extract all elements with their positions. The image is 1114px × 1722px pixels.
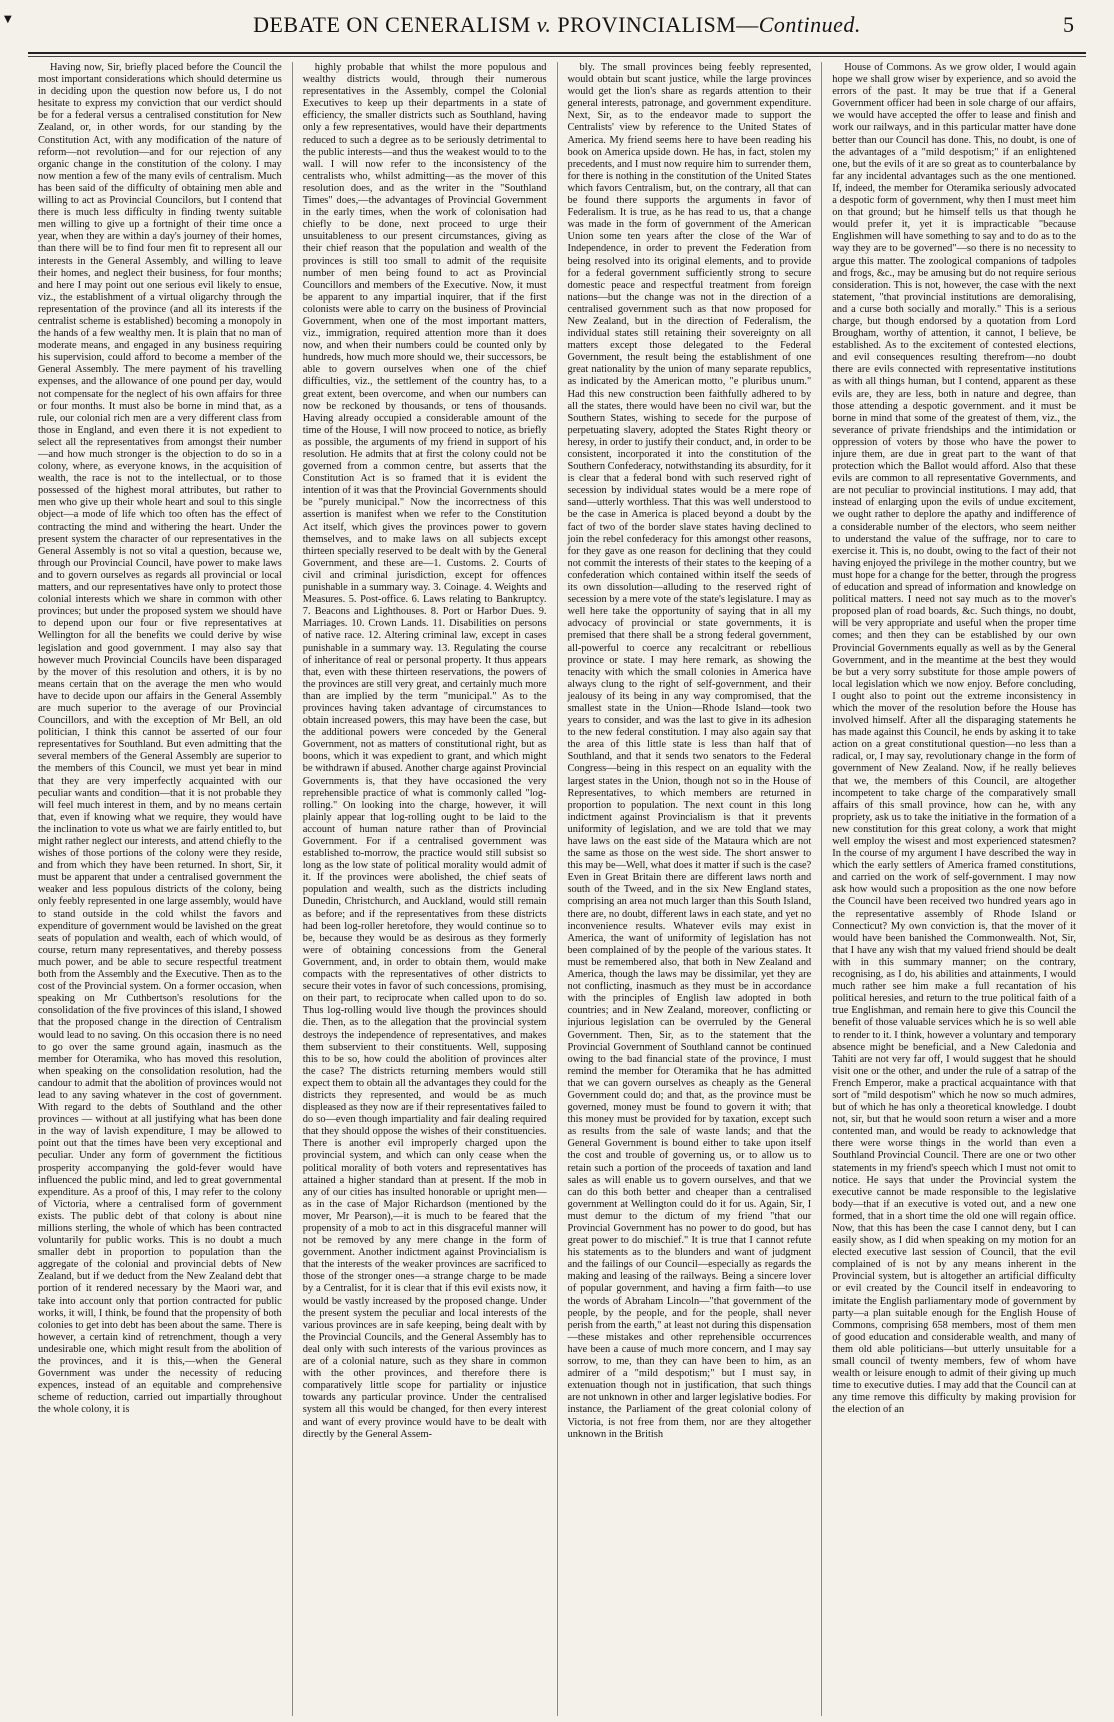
header-rule [28,52,1086,54]
page-number: 5 [1063,12,1074,37]
title-prefix: DEBATE ON CENERALISM [253,12,531,37]
column-3 [558,62,823,1716]
column-text: highly probable that whilst the more populous and wealthy districts would, through their numerous representatives in the Assembly, compel the Colonial Executives to keep up their departments in a state of efficiency, the smaller districts such as Southland, having only a few representatives, would have their departments reduced to such a degree as to be seriously detrimental to the public interests—and thus the weakest would to to the wall. I will now refer to the inconsistency of the centralists who, whilst admitting—as the mover of this resolution does, and as the writer in the "Southland Times" does,—the advantages of Provincial Government in the early times, when the work of colonisation had chiefly to be done, next proceed to urge their unsuitableness to our present circumstances, giving as their chief reason that the population and wealth of the provinces is still too small to admit of the requisite number of men being found to act as Provincial Councillors and members of the Executive. Now, it must be apparent to any impartial inquirer, that if the first colonists were able to carry on the business of Provincial Government, when one of the most important matters, viz., immigration, required attention more than it does now, and when their numbers could be counted only by hundreds, how much more should we, their successors, be able to govern ourselves when one of the chief difficulties, viz., the settlement of the country has, to a great extent, been overcome, and when our numbers can now be reckoned by thousands, or tens of thousands. Having already occupied a considerable amount of the time of the House, I will now proceed to notice, as briefly as possible, the arguments of my friend in support of his resolution. He admits that at first the colony could not be governed from a common centre, but asserts that the Constitution Act is so framed that it is evident the intention of it was that the Provincial Governments should be "purely municipal." Now the incorrectness of this assertion is manifest when we refer to the Constitution Act itself, which gives the provinces power to govern themselves, and to make laws on all subjects except thirteen specially reserved to be dealt with by the General Government, and these are—1. Customs. 2. Courts of civil and criminal jurisdiction, except for offences punishable in a summary way. 3. Coinage. 4. Weights and Measures. 5. Post-office. 6. Laws relating to Bankruptcy. 7. Beacons and Lighthouses. 8. Port or Harbor Dues. 9. Marriages. 10. Crown Lands. 11. Disabilities on persons of native race. 12. Altering criminal law, except in cases punishable in a summary way. 13. Regulating the course of inheritance of real or personal property. It thus appears that, even with these thirteen reservations, the powers of the provinces are still very great, and certainly much more than are implied by the term "municipal." As to the provinces having taken advantage of circumstances to obtain increased powers, this may have been the case, but the additional powers were conceded by the General Government, not as matters of constitutional right, but as boons, which it was expedient to grant, and which might be withdrawn if abused. Another charge against Provincial Governments is, that they have occasioned the very reprehensible practice of what is commonly called "log-rolling." On looking into the charge, however, it will plainly appear that log-rolling ought to be laid to the account of human nature rather than of Provincial Government. For if a centralised government was established to-morrow, the practice would still subsist so long as the low state of political morality would admit of it. If the provinces were abolished, the chief seats of population and wealth, such as the districts including Dunedin, Christchurch, and Auckland, would still remain as before; and if the representatives from these districts had been log-roller heretofore, they would continue so to be, because they would be as desirous as they formerly were of obtaining concessions from the General Government, and, in order to obtain them, would make compacts with the representatives of other districts to secure their votes in favor of such concessions, promising, on their part, to reciprocate when called upon to do so. Thus log-rolling would live though the provinces should die. Then, as to the allegation that the provincial system destroys the independence of representatives, and makes them subservient to their constituents. Well, supposing this to be so, how could the abolition of provinces alter the case? The districts returning members would still expect them to obtain all the advantages they could for the districts they represented, and would be as much displeased as they now are if their representatives failed to do so—even though impartiality and fair dealing required that they should oppose the wishes of their constituencies. There is another evil improperly charged upon the provincial system, and which can only cease when the political morality of both voters and representatives has attained a higher standard than at present. If the mob in any of our cities has insulted honorable or upright men—as in the case of Major Richardson (mentioned by the mover, Mr Pearson),—it is much to be feared that the propensity of a mob to act in this disgraceful manner will not be removed by any mere change in the form of government. Another indictment against Provincialism is that the interests of the weaker provinces are sacrificed to those of the stronger ones—a strange charge to be made by a Centralist, for it is clear that if this evil exists now, it would be vastly increased by the proposed change. Under the present system the peculiar and local interests of the various provinces are in safe keeping, being dealt with by the Provincial Councils, and the General Assembly has to deal only with such interests of the various provinces as are of a colonial nature, such as they share in common with the other provinces, and therefore there is comparatively little scope for partiality or injustice towards any particular province. Under the centralised system all this would be changed, for then every interest and want of every province would have to be dealt with directly by the General Assem- [302,62,547,1440]
column-4 [822,62,1086,1716]
page-header [0,12,1114,42]
title-mid: PROVINCIALISM— [557,12,759,37]
title-continued: Continued. [758,12,861,37]
column-text: Having now, Sir, briefly placed before the Council the most important considerations which should determine us in deciding upon the question now before us, I do not hesitate to express my conviction that our verdict should be for a federal versus a centralised constitution for New Zealand, or, in other words, for our standing by the Constitution Act, with any modification of the nature of reform—not revolution—and for our rejection of any organic change in the constitution of the colony. I may now mention a few of the many evils of centralism. Much has been said of the difficulty of obtaining men able and willing to act as Provincial Councilors, but I contend that there is much less difficulty in finding twenty suitable men willing to give up a fortnight of their time once a year, when they are within a day's journey of their homes, than there will be to find four men fit to represent all our interests in the General Assembly, and willing to leave their homes, and neglect their business, for four months; and here I may point out one serious evil likely to ensue, viz., the establishment of a virtual oligarchy through the representation of the province (and all its interests if the centralist scheme is established) becoming a monopoly in the hands of a few wealthy men. It is plain that no man of moderate means, and engaged in any business requiring his supervision, could afford to become a member of the General Assembly. The mere payment of his travelling expenses, and the allowance of one pound per day, would not compensate for the neglect of his own affairs for three or four months. It must also be borne in mind that, as a rule, our colonial rich men are a very different class from those in England, and even there it is not expedient to select all the representatives from amongst their number—and how much stronger is the objection to do so in a colony, where, as everyone knows, in the acquisition of wealth, the race is not to the intellectual, or to those possessed of the highest moral attributes, but rather to men who give up their whole heart and soul to this single object—a mode of life which too often has the effect of contracting the mind and withering the heart. Under the present system the character of our representatives in the General Assembly is not so vital a question, because we, through our Provincial Council, have power to make laws and to govern ourselves as regards all provincial or local matters, and our representatives have only to protect those colonial interests which we share in common with other provinces; but under the proposed system we should have to depend upon our four or five representatives at Wellington for all the benefits we could derive by wise legislation and good government. I may also say that however much Provincial Councils have been disparaged by the mover of this resolution and others, it is by no means certain that on the average the men who would have to decide upon our affairs in the General Assembly are much superior to the average of our Provincial Councillors, and with the exception of Mr Bell, an old politician, I think this cannot be asserted of our four representatives for Southland. But even admitting that the several members of the General Assembly are superior to the members of this Council, we must yet bear in mind that they are very imperfectly acquainted with our peculiar wants and condition—that it is not probable they will feel much interest in them, and by no means certain that, even if knowing what we require, they would have the inclination to vote us what we are fairly entitled to, but might rather neglect our interests, and attend chiefly to the wishes of those portions of the colony were they reside, and from which they have been returned. In short, Sir, it must be apparent that under a centralised government the weaker and less populous districts of the colony, being only feebly represented in one large assembly, would have to stand outside in the cold whilst the favors and expenditure of government would be lavished on the great seats of population and wealth, each of which would, of course, return many representatives, and thereby possess much power, and be able to secure respectful treatment both from the Assembly and the Executive. Then as to the cost of the Provincial system. On a former occasion, when speaking on Mr Cuthbertson's resolutions for the consolidation of the five provinces of this island, I showed that the proposed change in the direction of Centralism would lead to no saving. On this occasion there is no need to go over the same ground again, inasmuch as the member for Oteramika, who has moved this resolution, when speaking on the consolidation resolution, had the candour to admit that the abolition of provinces would not lead to any saving whatever in the cost of government. With regard to the debts of Southland and the other provinces — without at all justifying what has been done in the way of lavish expenditure, I may be allowed to point out that the times have been very exceptional and peculiar. Under any form of government the fictitious prosperity accompanying the gold-fever would have influenced the public mind, and led to great governmental expenditure. As a proof of this, I may refer to the colony of Victoria, where a centralised form of government exists. The public debt of that colony is about nine millions sterling, the whole of which has been contracted voluntarily for public works. This is no doubt a much smaller debt in proportion to population than the aggregate of the colonial and provincial debts of New Zealand, but if we deduct from the New Zealand debt that portion of it rendered necessary by the Maori war, and take into account only that portion contracted for public works, it will, I think, be found that the propensity of both colonies to get into debt has been about the same. There is however, a certain kind of retrenchment, though a very undesirable one, which might result from the abolition of the provinces, and it is this,—when the General Government was under the necessity of reducing expences, instead of an equitable and comprehensive scheme of reduction, carried out impartially throughout the whole colony, it is [38,62,282,1416]
header-rule-thin [28,56,1086,57]
column-1 [28,62,293,1716]
page-title [0,12,1114,38]
title-versus: v. [536,12,552,37]
column-text: House of Commons. As we grow older, I would again hope we shall grow wiser by experience, and so avoid the errors of the past. It may be true that if a General Government officer had been in sole charge of our affairs, we would have accepted the offer to lease and finish and work our railways, and in this particular matter have done better than our Council has done. This, no doubt, is one of the advantages of a "mild despotism;" if an enlightened one, but the evils of it are so great as to counterbalance by far any incidental advantages such as the one mentioned. If, indeed, the member for Oteramika seriously advocated a despotic form of government, why then I must meet him on that ground; but he himself tells us that though he would prefer it, yet it is impracticable "because Englishmen will have something to say and to do as to the way they are to be governed"—so there is no necessity to argue this matter. The zoological companions of tadpoles and frogs, &c., may be amusing but do not require serious consideration. This is not, however, the case with the next statement, "that provincial institutions are demoralising, and a curse both socially and morally." This is a serious charge, but though endorsed by a quotation from Lord Brougham, worthy of attention, it cannot, I believe, be established. As to the excitement of contested elections, and evil consequences resulting therefrom—no doubt there are evils connected with representative institutions as with all things human, but I contend, apparent as these evils are, they are less, both in nature and degree, than those attending a despotic government. and it must be borne in mind that some of the greatest of them, viz., the severance of private friendships and the intimidation or oppression of voters by those who have the power to injure them, are due in great part to the want of that protection which the Ballot would afford. Also that these evils are common to all representative Governments, and are not peculiar to provincial institutions. I may add, that instead of enlarging upon the evils of undue excitement, we ought rather to deplore the apathy and indifference of a considerable number of the electors, who seem neither to understand the value of the suffrage, nor to care to exercise it. This is, no doubt, owing to the fact of their not having enjoyed the privilege in the mother country, but we must hope for a change for the better, through the progress of education and spread of information and knowledge on political matters. I need not say much as to the mover's proposed plan of road boards, &c. Such things, no doubt, will be very appropriate and useful when the proper time comes; and then they can be established by our own Provincial Governments equally as well as by the General Government, and in the meantime at the best they would be but a very sorry substitute for those ample powers of local legislation which we now enjoy. Before concluding, I ought also to point out the extreme inconsistency in which the mover of the resolution before the House has involved himself. After all the disparaging statements he has made against this Council, he ends by asking it to take action on a great constitutional question—no less than a radical, or, I may say, revolutionary change in the form of government of New Zealand. Now, if he really believes that we, the members of this Council, are altogether incompetent to take charge of the comparatively small affairs of this small province, how can he, with any propriety, ask us to take the initiative in the formation of a new constitution for this great colony, a work that might well employ the wisest and most experienced statesmen? In the course of my argument I have described the way in which the early settlers of America framed constitutions, and carried on the work of self-government. I may now ask how would such a proposition as the one now before the Council have been received two hundred years ago in the representative assembly of Rhode Island or Connecticut? My own conviction is, that the mover of it would have been banished the Commonwealth. Not, Sir, that I have any wish that my valued friend should be dealt with in this summary manner; on the contrary, recognising, as I do, his abilities and attainments, I would much rather see him make a full recantation of his political heresies, and return to the true political faith of a true Englishman, and remain here to give this Council the benefit of those valuable services which he is so well able to render to it. I think, however a voluntary and temporary absence might be beneficial, and a New Caledonia and Tahiti are not very far off, I would suggest that he should visit one or the other, and under the rule of a satrap of the French Emperor, make a practical acquaintance with that sort of "mild despotism" which he now so much admires, but of which he has only a theoretical knowledge. I doubt not, sir, but that he would soon return a wiser and a more contented man, and would be ready to acknowledge that there were worse things in the world than even a Southland Provincial Council. There are one or two other statements in my friend's speech which I must not omit to notice. He says that under the Provincial system the executive cannot be made responsible to the legislative body—that if an executive is voted out, and a new one formed, that in a short time the old one will regain office. Now, that this has been the case I cannot deny, but I can easily show, as I did when speaking on my motion for an elected executive last session of Council, that the evil complained of is not by any means inherent in the Provincial system, but is altogether an artificial difficulty or evil created by the Council itself in endeavoring to imitate the English parliamentary mode of government by party—a plan suitable enough for the English House of Commons, comprising 658 members, most of them men of good education and considerable wealth, and many of them old able politicians—but utterly unsuitable for a small council of twenty members, few of whom have wealth or leisure enough to admit of their giving up much time to executive duties. I may add that the Council can at any time remove this difficulty by making provision for the election of an [832,62,1076,1416]
column-2 [293,62,558,1716]
column-text: bly. The small provinces being feebly represented, would obtain but scant justice, while the large provinces would get the lion's share as regards attention to their general interests, patronage, and government expenditure. Next, Sir, as to the endeavor made to support the Centralists' view by reference to the United States of America. My friend seems here to have been reading his book on America upside down. He has, in fact, stolen my precedents, and I must now require him to surrender them, for there is nothing in the constitution of the United States which favors Centralism, but, on the contrary, all that can be found there supports the arguments in favor of Federalism. It is true, as he has read to us, that a change was made in the form of government of the American Union some ten years after the close of the War of Independence, in order to prevent the Federation from being resolved into its original elements, and to provide for a federal government sufficiently strong to secure domestic peace and respectful treatment from foreign nations—but the change was not in the direction of a centralised government such as that now proposed for New Zealand, but in the direction of Federalism, the individual states still retaining their sovereignty on all matters except those delegated to the Federal Government, the result being the establishment of one great nationality by the union of many separate republics, as indicated by the American motto, "e pluribus unum." Had this new construction been faithfully adhered to by all the states, there would have been no civil war, but the Southern States, wishing to secede for the purpose of perpetuating slavery, adopted the States Right theory or heresy, in order to justify their conduct, and, in order to be consistent, incorporated it into the constitution of the Southern Confederacy, notwithstanding its absurdity, for it is clear that a federal bond with such reserved right of secession by individual states would be a mere rope of sand—utterly worthless. That this was well understood to be the case in America is placed beyond a doubt by the fact of two of the border slave states having declined to join the rebel confederacy for this amongst other reasons, for they gave as one reason for declining that they could not commit the interests of their states to the keeping of a confederation which contained within itself the seeds of its own dissolution—alluding to the reserved right of secession by a mere vote of the state's legislature. I may as well here take the opportunity of saying that in all my advocacy of provincial or state governments, it is premised that there shall be a strong federal government, all-powerful to coerce any recalcitrant or rebellious province or state. I may here remark, as showing the tenacity with which the small colonies in America have always clung to the right of self-government, and their jealousy of its being in any way compromised, that the smallest state in the Union—Rhode Island—took two years to consider, and was the last to give in its adhesion to the new federal constitution. I may also again say that the area of this little state is less than half that of Southland, and that it sends two senators to the Federal Congress—being in this respect on an equality with the largest states in the Union, though not so in the House of Representatives, to which members are returned in proportion to population. The next count in this long indictment against Provincialism is that it prevents uniformity of legislation, and we are told that we may have laws on the east side of the Mataura which are not the same as those on the west side. The short answer to this may be—Well, what does it matter if such is the case? Even in Great Britain there are different laws north and south of the Tweed, and in the six New England states, comprising an area not much larger than this South Island, there are, no doubt, different laws in each state, and yet no inconvenience results. Whatever evils may exist in America, the want of uniformity of legislation has not been complained of by the people of the various states. It must be remembered also, that both in New Zealand and America, though the laws may be dissimilar, yet they are not conflicting, inasmuch as they must be in accordance with the principles of English law adopted in both countries; and in New Zealand, moreover, conflicting or injurious legislation can be overruled by the General Government. Then, Sir, as to the statement that the Provincial Government of Southland cannot be continued owing to the bad financial state of the province, I must remind the member for Oteramika that he has admitted that we can govern ourselves as cheaply as the General Government could do; and that, as the province must be governed, money must be found to govern it with; that this money must be provided for by taxation, except such as results from the sale of waste lands; and that the General Government is bound either to take upon itself the cost and trouble of governing us, or to allow us to retain such a portion of the proceeds of taxation and land sales as will enable us to govern ourselves, and that we can do this both better and cheaper than a centralised government at Wellington could do it for us. Again, Sir, I must demur to the dictum of my friend "that our Provincial Government has no power to do good, but has great power to do mischief." It is true that I cannot refute his statements as to the blunders and want of judgment and the failings of our Council—especially as regards the making and leasing of the railways. Being a sincere lover of popular government, and having a firm faith—to use the words of Abraham Lincoln—"that government of the people, by the people, and for the people, shall never perish from the earth," at least not during this dispensation—these mistakes and other reprehensible occurrences have been a cause of much more concern, and I may say sorrow, to me, than they can have been to him, as an admirer of a "mild despotism;" but I must say, in extenuation though not in justification, that such things are not unknown in other and larger legislative bodies. For instance, the Parliament of the great colonial colony of Victoria, is not free from them, nor are they altogether unknown in the British [567,62,812,1440]
text-columns [28,62,1086,1716]
page-mark: ▼ [4,14,12,25]
